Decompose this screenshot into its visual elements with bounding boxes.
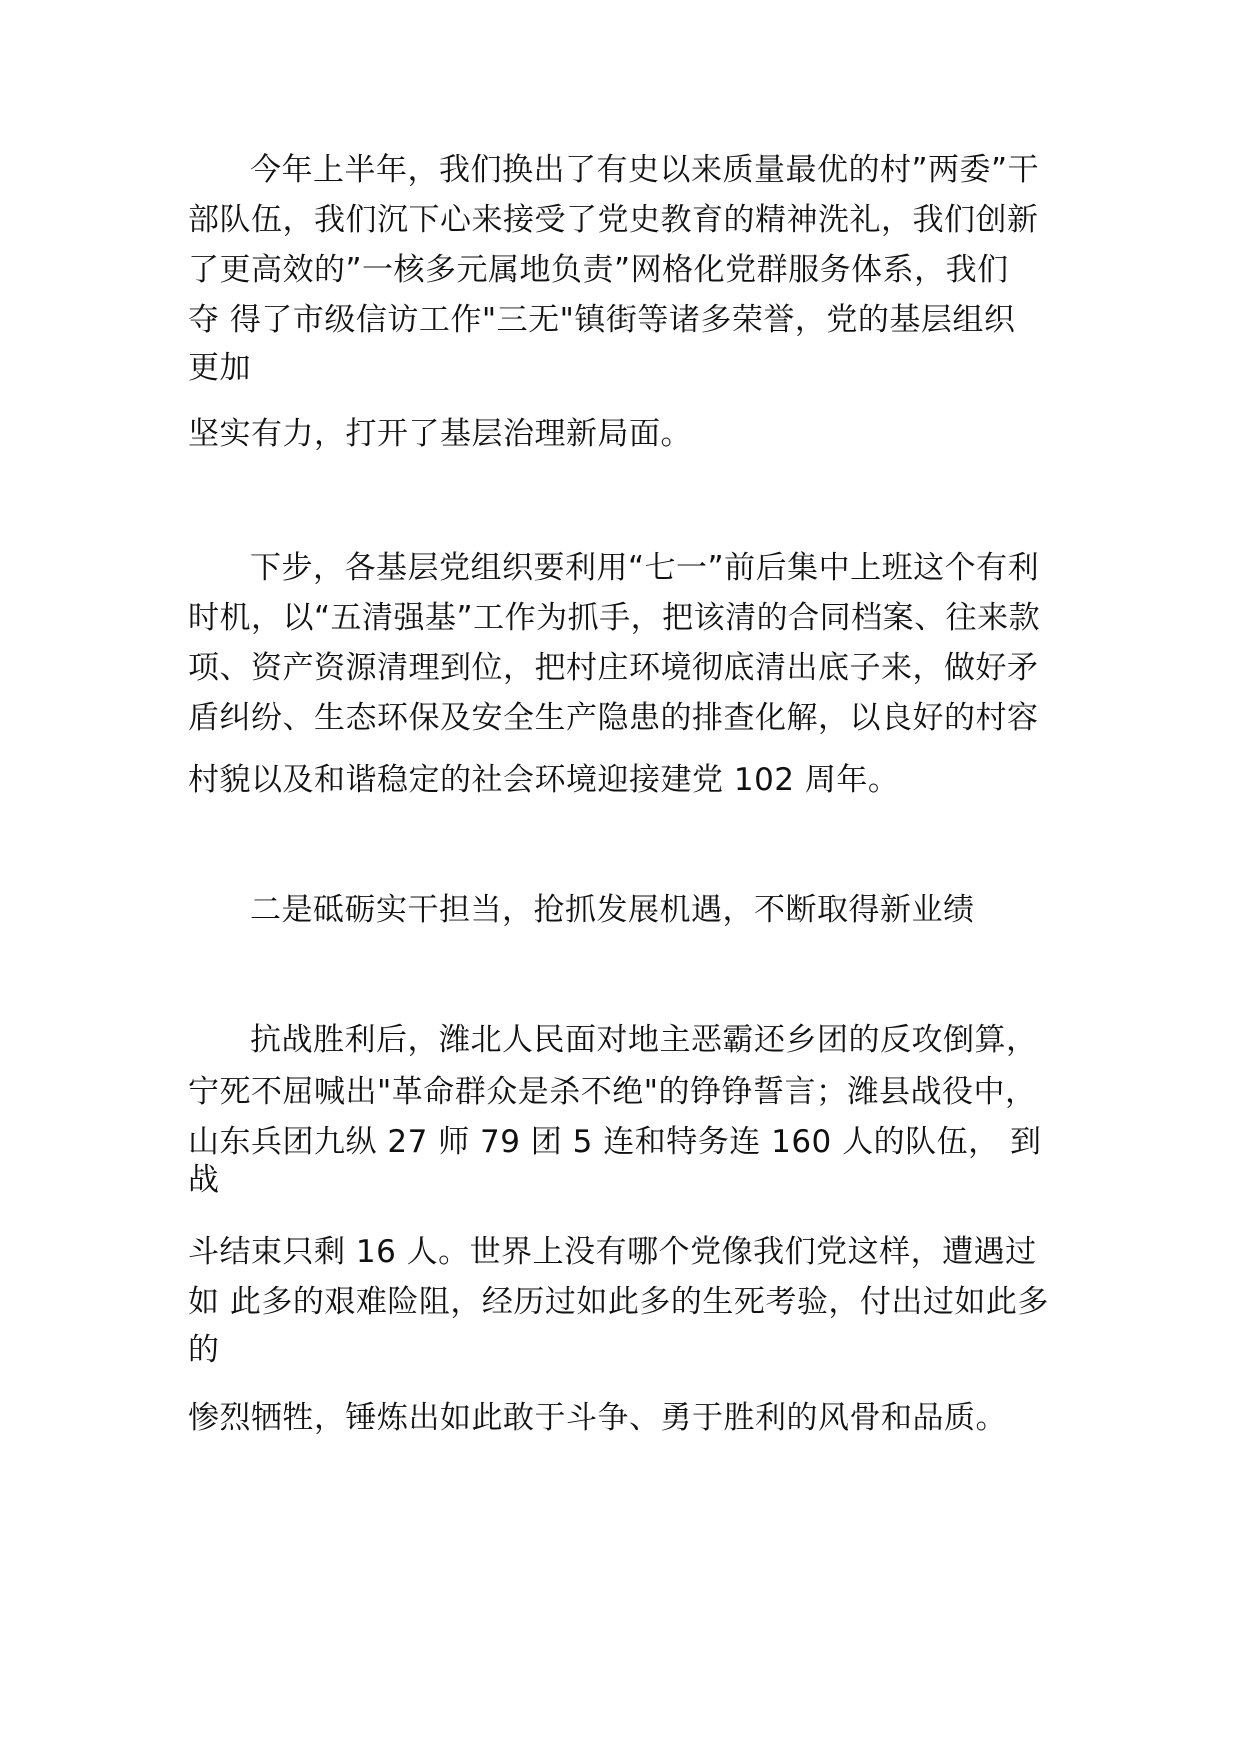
paragraph-line: 夺 得了市级信访工作"三无"镇街等诸多荣誉，党的基层组织: [188, 302, 1016, 338]
paragraph-line: 盾纠纷、生态环保及安全生产隐患的排查化解，以良好的村容: [188, 700, 1039, 736]
paragraph-line: 下步，各基层党组织要利用“七一”前后集中上班这个有利: [250, 550, 1040, 586]
paragraph-line: 战: [188, 1162, 220, 1198]
paragraph-line: 村貌以及和谐稳定的社会环境迎接建党 102 周年。: [188, 762, 900, 798]
paragraph-line: 宁死不屈喊出"革命群众是杀不绝"的铮铮誓言；潍县战役中，: [188, 1074, 1037, 1110]
section-heading: 二是砥砺实干担当，抢抓发展机遇，不断取得新业绩: [250, 892, 975, 928]
paragraph-line: 更加: [188, 350, 251, 386]
paragraph-line: 部队伍，我们沉下心来接受了党史教育的精神洗礼，我们创新: [188, 202, 1039, 238]
paragraph-line: 斗结束只剩 16 人。世界上没有哪个党像我们党这样，遭遇过: [188, 1234, 1037, 1270]
paragraph-line: 如 此多的艰难险阻，经历过如此多的生死考验，付出过如此多: [188, 1284, 1049, 1320]
paragraph-line: 抗战胜利后，潍北人民面对地主恶霸还乡团的反攻倒算，: [250, 1022, 1038, 1058]
paragraph-line: 的: [188, 1332, 220, 1368]
paragraph-line: 坚实有力，打开了基层治理新局面。: [188, 416, 692, 452]
paragraph-line: 山东兵团九纵 27 师 79 团 5 连和特务连 160 人的队伍， 到: [188, 1124, 1042, 1160]
paragraph-line: 项、资产资源清理到位，把村庄环境彻底清出底子来，做好矛: [188, 650, 1039, 686]
paragraph-line: 惨烈牺牲，锤炼出如此敢于斗争、勇于胜利的风骨和品质。: [188, 1400, 1007, 1436]
paragraph-line: 了更高效的”一核多元属地负责”网格化党群服务体系，我们: [188, 252, 1009, 288]
paragraph-line: 时机，以“五清强基”工作为抓手，把该清的合同档案、往来款: [188, 600, 1041, 636]
paragraph-line: 今年上半年，我们换出了有史以来质量最优的村”两委”干: [250, 152, 1040, 188]
